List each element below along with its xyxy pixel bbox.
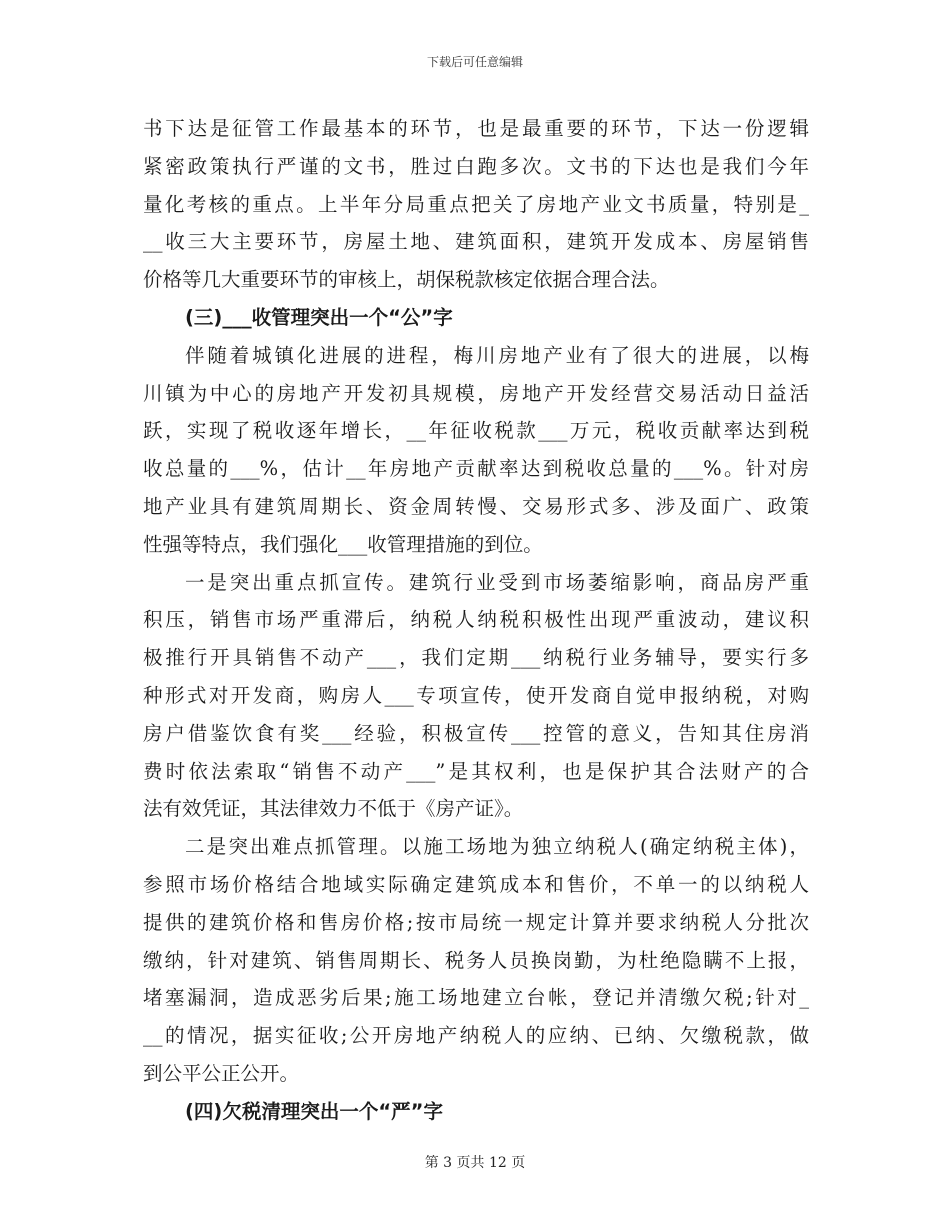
page-header-note: 下载后可任意编辑 [426,55,523,69]
paragraph-line: 房户借鉴饮食有奖___经验，积极宣传___控管的意义，告知其住房消 [143,721,809,745]
paragraph-line: 费时依法索取“销售不动产___”是其权利，也是保护其合法财产的合 [143,759,809,783]
paragraph-line: 性强等特点，我们强化___收管理措施的到位。 [143,532,543,556]
paragraph-line: 紧密政策执行严谨的文书，胜过白跑多次。文书的下达也是我们今年 [143,154,809,178]
paragraph-line: 川镇为中心的房地产开发初具规模，房地产开发经营交易活动日益活 [143,381,809,405]
paragraph-line: __收三大主要环节，房屋土地、建筑面积，建筑开发成本、房屋销售 [143,230,809,254]
paragraph-line: 极推行开具销售不动产___，我们定期___纳税行业务辅导，要实行多 [143,646,809,670]
paragraph-line: 伴随着城镇化进展的进程，梅川房地产业有了很大的进展，以梅 [185,343,809,367]
paragraph-line: 跃，实现了税收逐年增长，__年征收税款___万元，税收贡献率达到税 [143,419,809,443]
paragraph-line: 价格等几大重要环节的审核上，胡保税款核定依据合理合法。 [143,268,670,292]
document-body [143,110,809,1131]
paragraph-line: 参照市场价格结合地域实际确定建筑成本和售价，不单一的以纳税人 [143,872,809,896]
section-heading: (三)___收管理突出一个“公”字 [185,305,453,329]
paragraph-line: 缴纳，针对建筑、销售周期长、税务人员换岗勤，为杜绝隐瞒不上报， [143,948,809,972]
paragraph-line: 书下达是征管工作最基本的环节，也是最重要的环节，下达一份逻辑 [143,117,809,140]
paragraph-line: 地产业具有建筑周期长、资金周转慢、交易形式多、涉及面广、政策 [143,494,809,518]
paragraph-line: 到公平公正公开。 [143,1061,300,1085]
page-number: 第 3 页共 12 页 [424,1155,526,1171]
paragraph-line: 提供的建筑价格和售房价格;按市局统一规定计算并要求纳税人分批次 [143,910,809,934]
paragraph-line: 量化考核的重点。上半年分局重点把关了房地产业文书质量，特别是_ [143,192,809,216]
paragraph-line: 收总量的___%，估计__年房地产贡献率达到税收总量的___%。针对房 [143,457,809,481]
paragraph-line: 堵塞漏洞，造成恶劣后果;施工场地建立台帐，登记并清缴欠税;针对_ [143,986,809,1010]
paragraph-line: 积压，销售市场严重滞后，纳税人纳税积极性出现严重波动，建议积 [143,608,809,632]
paragraph-line: 一是突出重点抓宣传。建筑行业受到市场萎缩影响，商品房严重 [185,570,809,594]
section-heading: (四)欠税清理突出一个“严”字 [185,1099,443,1123]
paragraph-line: 法有效凭证，其法律效力不低于《房产证》。 [143,797,524,821]
paragraph-line: 种形式对开发商，购房人___专项宣传，使开发商自觉申报纳税，对购 [143,683,809,707]
paragraph-line: __的情况，据实征收;公开房地产纳税人的应纳、已纳、欠缴税款，做 [143,1024,809,1048]
paragraph-line: 二是突出难点抓管理。以施工场地为独立纳税人(确定纳税主体)， [185,835,809,859]
